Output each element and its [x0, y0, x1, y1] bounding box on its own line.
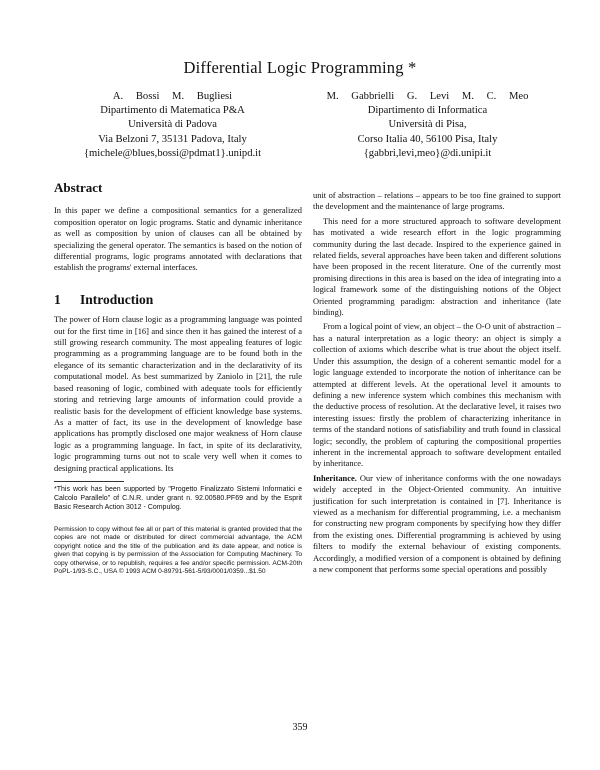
inheritance-paragraph — [313, 473, 561, 576]
author-department: Dipartimento di Matematica P&A — [100, 105, 245, 117]
page-number: 359 — [292, 722, 308, 733]
footnote-funding: *This work has been supported by "Progetto Finalizzato Sistemi Informatici e Calcolo Parallelo" of C.N.R. under grant n. 92.00580.PF69 and by the Esprit Basic Research Action 3012 - Compulog. — [54, 485, 302, 511]
author-names: M. Gabbrielli G. Levi M. C. Meo — [326, 91, 529, 102]
author-university: Università di Padova — [128, 119, 217, 131]
author-email: {gabbri,levi,meo}@di.unipi.it — [363, 147, 492, 159]
intro-paragraph-continued: unit of abstraction – relations – appears to be too fine grained to support the development and the maintenance of large programs. — [313, 190, 561, 212]
section-number: 1 — [54, 291, 61, 307]
abstract-text: In this paper we define a compositional semantics for a generalized composition operator on logic programs. Static and dynamic inheritance as well as composition by union of clauses can all be obtained by specializing the general operator. The semantics is based on the notion of differential programs, logic programs annotated with declarations that establish the programs' external interfaces. — [54, 205, 302, 273]
paper-title: Differential Logic Programming * — [183, 58, 417, 77]
right-column — [313, 190, 561, 575]
author-email: {michele@blues,bossi@pdmat1}.unipd.it — [83, 147, 262, 159]
author-address: Corso Italia 40, 56100 Pisa, Italy — [357, 133, 498, 145]
author-university: Università di Pisa, — [388, 119, 467, 131]
author-block-pisa — [300, 90, 555, 161]
section-title: Introduction — [80, 291, 154, 307]
intro-paragraph-1: The power of Horn clause logic as a programming language was pointed out for the first time in [16] and since then it has gained the interest of a still growing research community. The most appealing features of logic programming as a programming language are to be found both in the elegance of its semantic characterization and in the declarativity of its computational model. As best summarized by Zaniolo in [21], the rule based reasoning of logic, combined with adequate tools for efficiently storing and retrieving large amounts of information could provide a realistic basis for the development of efficient knowledge base systems. As a matter of fact, its use in the development of knowledge base applications has promptly disclosed one major weakness of Horn clause logic as a programming language. In fact, in spite of its declarativity, logic programming turns out not to scale very well when it comes to designing practical applications. Its — [54, 314, 302, 473]
abstract-heading: Abstract — [54, 180, 103, 195]
inheritance-paragraph-text: Our view of inheritance conforms with the one nowadays widely accepted in the Object-Oriented community. An intuitive justification for such interpretation is contained in [7]. Inheritance is viewed as a mechanism for differential programming, i.e. a mechanism for constructing new program components by specifying how they differ from the existing ones. Differential programming is achieved by using filters to modify the external behaviour of existing components. Accordingly, a modified version of a component is obtained by defining a new component that performs some special operations and possibly — [313, 472, 562, 574]
intro-paragraph-3: From a logical point of view, an object – the O-O unit of abstraction – has a natural interpretation as a logic theory: an object is simply a collection of axioms which describe what is true about the object itself. Under this assumption, the design of a coherent semantic model for a logic language extended to incorporate the notion of inheritance can be attempted at different levels. At the operational level it amounts to defining a new inference system which combines this mechanism with the deductive process of resolution. At the declarative level, it raises two interesting issues: firstly the problem of characterizing inheritance in terms of the standard notions of satisfiability and truth found in classical logic; secondly, the problem of capturing the compositional properties inherent in the incremental approach to software development entailed by inheritance. — [313, 321, 561, 469]
left-column — [54, 178, 302, 576]
footnote-rule — [54, 481, 124, 482]
section-heading-introduction — [54, 291, 302, 307]
author-department: Dipartimento di Informatica — [367, 105, 488, 117]
copyright-permission-notice: Permission to copy without fee all or part of this material is granted provided that the copies are not made or distributed for direct commercial advantage, the ACM copyright notice and the title of the publication and its date appear, and notice is given that copying is by permission of the Association for Computing Machinery. To copy otherwise, or to republish, requires a fee and/or specific permission. ACM-20th PoPL-1/93-S.C., USA © 1993 ACM 0-89791-561-5/93/0001/0359...$1.50 — [54, 525, 302, 575]
author-names: A. Bossi M. Bugliesi — [112, 91, 233, 102]
author-block-padova — [45, 90, 300, 161]
author-address: Via Belzoni 7, 35131 Padova, Italy — [98, 133, 247, 145]
intro-paragraph-2: This need for a more structured approach to software development has motivated a wide research effort in the logic programming community during the last decade. Inspired to the experience gained in related fields, several approaches have been taken and different solutions have been proposed in the recent literature. One of the currently most promising directions in this area is based on the idea of integrating into a logical framework some of the distinguishing notions of the Object Oriented programming paradigm: abstraction and inheritance (late binding). — [313, 215, 561, 318]
runin-heading-inheritance: Inheritance. — [313, 472, 357, 483]
